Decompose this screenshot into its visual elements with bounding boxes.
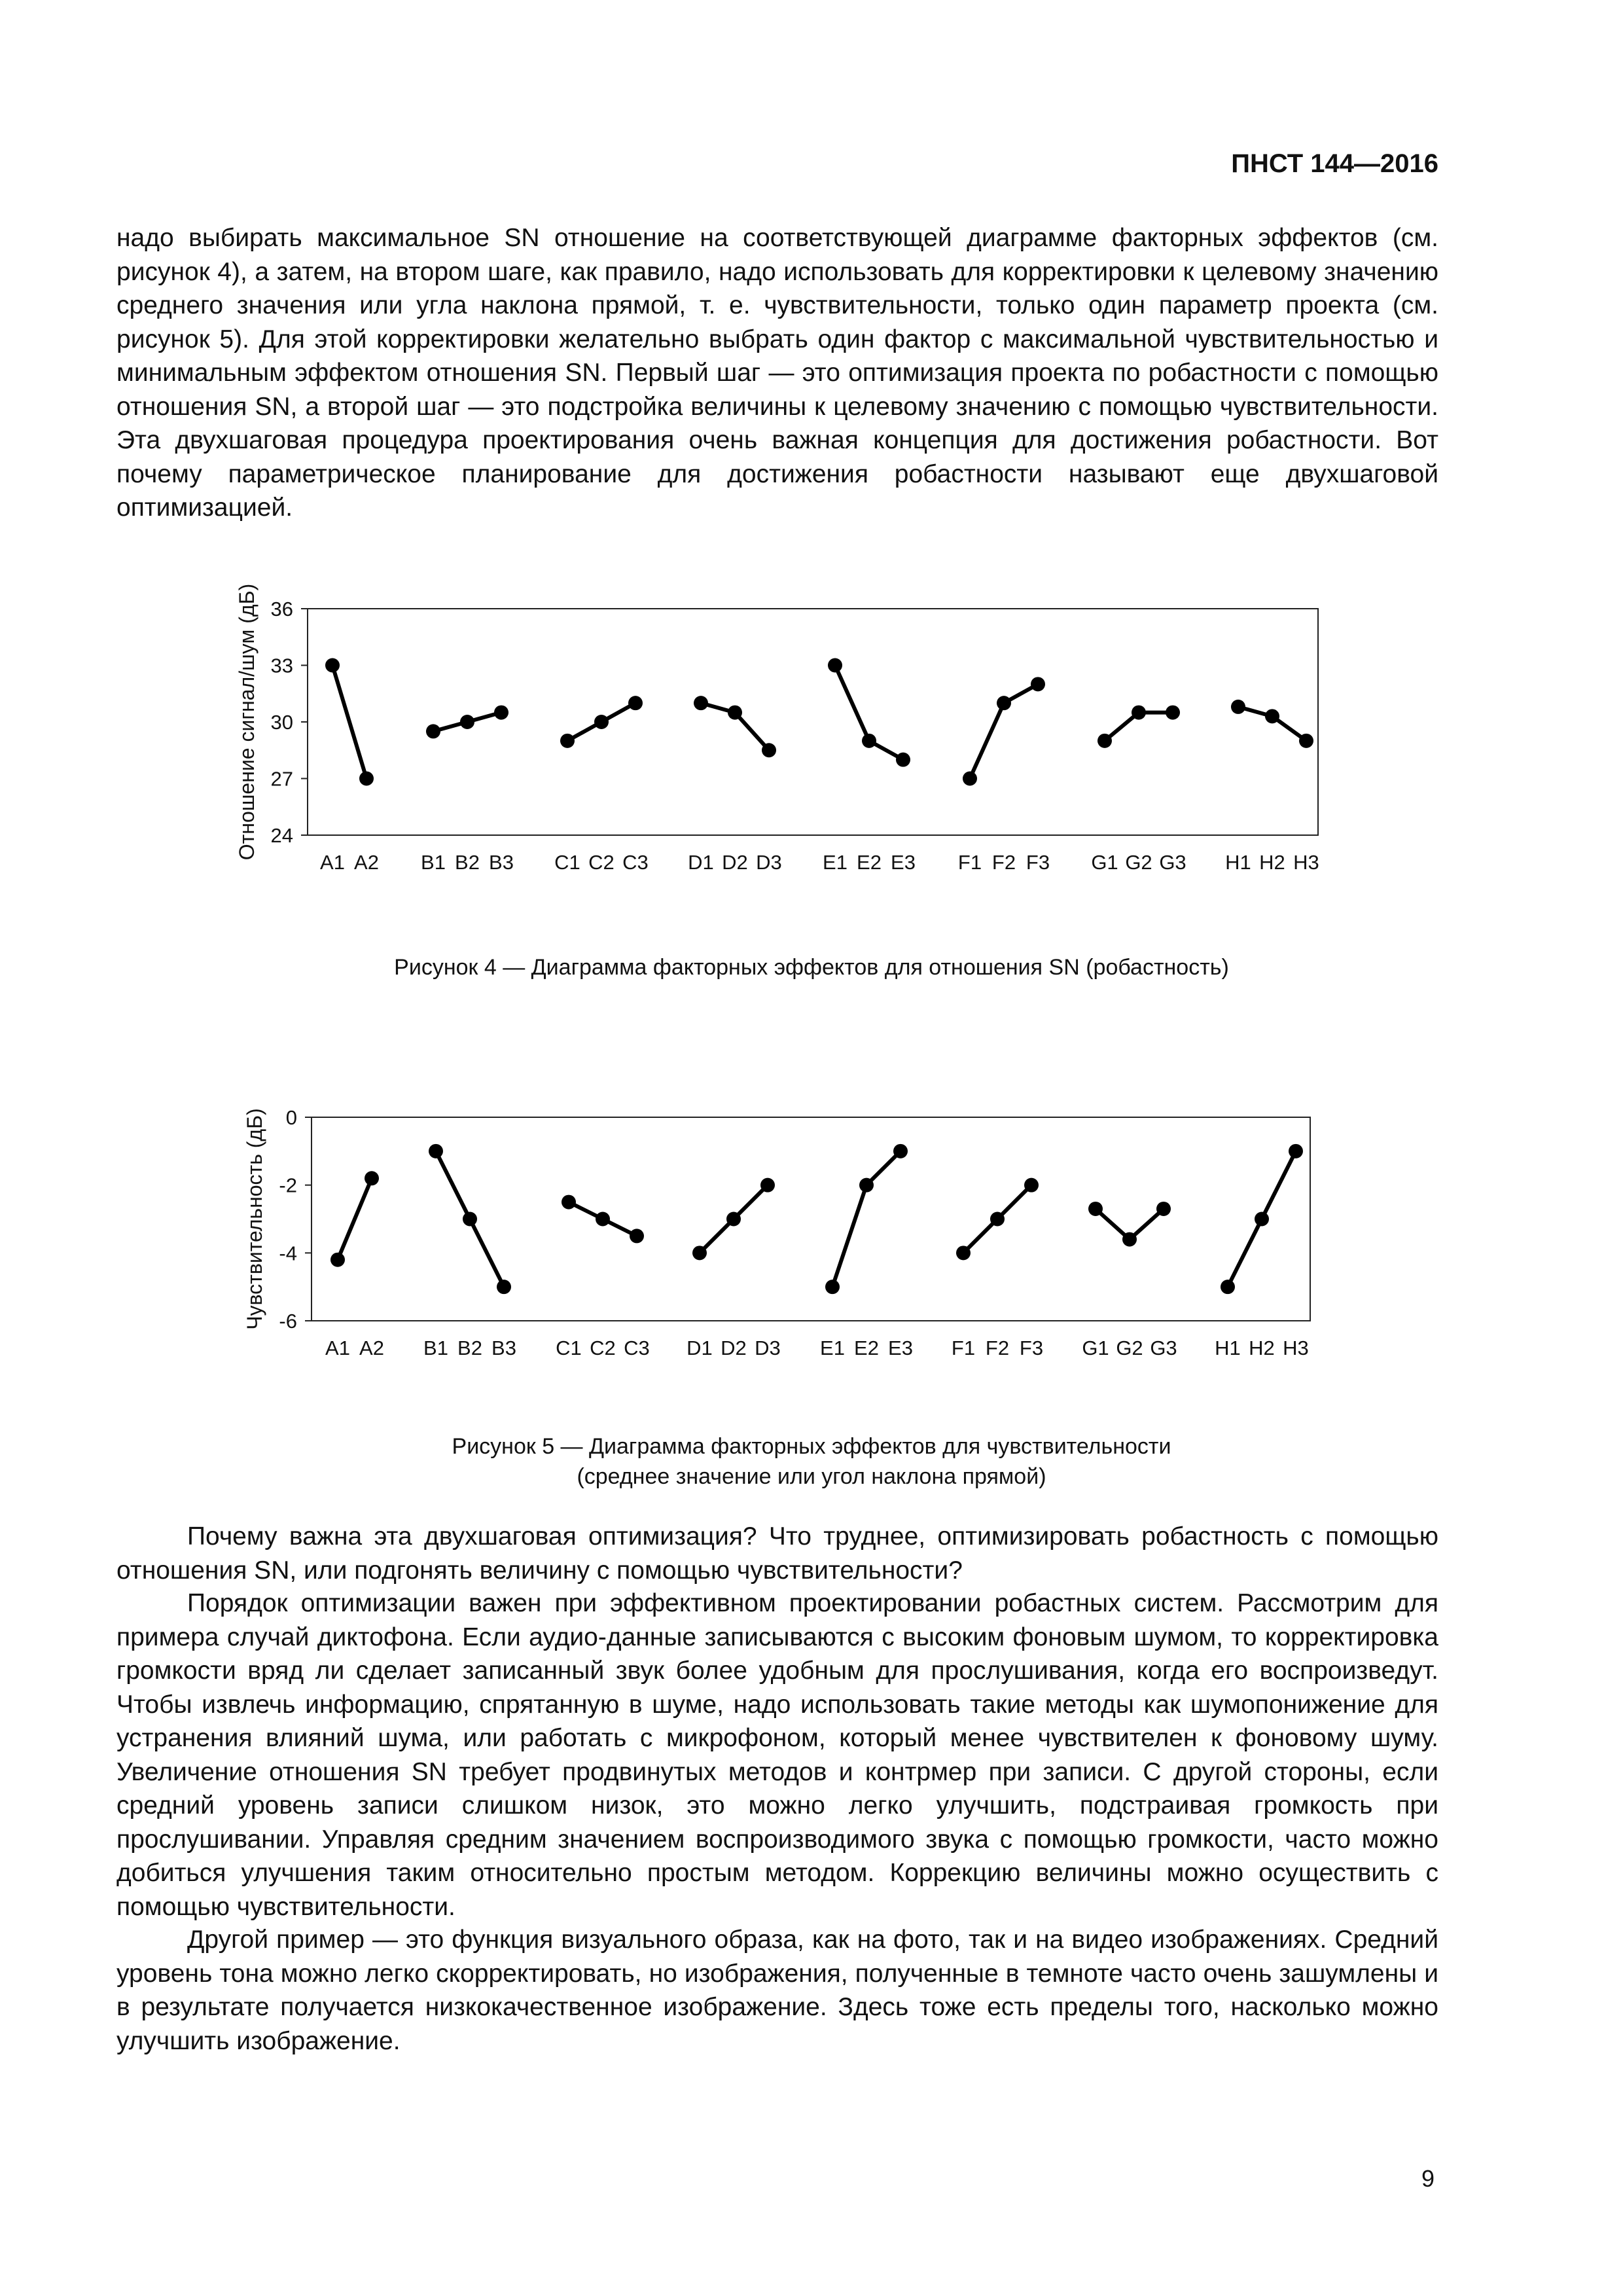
x-tick-label: G3 — [1159, 851, 1186, 874]
x-tick-label: A1 — [325, 1336, 350, 1359]
document-code: ПНСТ 144—2016 — [1231, 149, 1438, 178]
x-tick-label: H2 — [1249, 1336, 1275, 1359]
paragraph-recorder: Порядок оптимизации важен при эффективном проектировании робастных систем. Рассмотрим для примера случай диктофона. Если аудио-данные записываются с высоким фоновым шумом, то корректировка громкости вряд ли сделает записанный звук более удобным для прослушивания, когда его воспроизведут. Чтобы извлечь информацию, спрятанную в шуме, надо использовать такие методы как шумопонижение для устранения влияний шума, или работать с микрофоном, который менее чувствителен к фоновому шуму. Увеличение отношения SN требует продвинутых методов и контрмер при записи. С другой стороны, если средний уровень записи слишком низок, это можно легко улучшить, подстраивая громкость при прослушивании. Управляя средним значением воспроизводимого звука с помощью громкости, часто можно добиться улучшения таким относительно простым методом. Коррекцию величины можно осуществить с помощью чувствительности. — [116, 1589, 1438, 1921]
data-point — [1255, 1212, 1269, 1227]
series-line-A — [338, 1178, 372, 1259]
data-point — [562, 1195, 576, 1210]
x-tick-label: F2 — [985, 1336, 1010, 1359]
data-point — [630, 1229, 644, 1243]
x-tick-label: C2 — [590, 1336, 616, 1359]
x-tick-label: E3 — [891, 851, 916, 874]
data-point — [990, 1212, 1005, 1227]
x-tick-label: B2 — [455, 851, 480, 874]
data-point — [859, 1178, 874, 1193]
x-tick-label: E1 — [820, 1336, 845, 1359]
data-point — [1122, 1232, 1137, 1247]
y-tick-label: 27 — [270, 767, 293, 791]
paragraph-image: Другой пример — это функция визуального образа, как на фото, так и на видео изображениях. Средний уровень тона можно легко скорректировать, но изображения, полученные в темноте часто очень зашумлены и в результате получается низкокачественное изображение. Здесь тоже есть пределы того, насколько можно улучшить изображение. — [116, 1926, 1438, 2055]
x-tick-label: G2 — [1116, 1336, 1143, 1359]
data-point — [1024, 1178, 1039, 1193]
x-tick-label: E3 — [888, 1336, 913, 1359]
x-tick-label: D2 — [721, 1336, 747, 1359]
x-tick-label: F1 — [957, 851, 982, 874]
y-tick-label: 24 — [270, 824, 293, 847]
data-point — [1156, 1202, 1171, 1216]
data-point — [596, 1212, 610, 1227]
y-tick-label: -2 — [279, 1174, 297, 1197]
data-point — [956, 1246, 971, 1260]
x-tick-label: H3 — [1283, 1336, 1309, 1359]
x-tick-label: H2 — [1259, 851, 1285, 874]
data-point — [463, 1212, 477, 1227]
x-tick-label: C3 — [624, 1336, 650, 1359]
data-point — [825, 1280, 840, 1294]
data-point — [760, 1178, 775, 1193]
x-tick-label: D1 — [687, 1336, 713, 1359]
paragraph-question: Почему важна эта двухшаговая оптимизация? Что труднее, оптимизировать робастность с помощью отношения SN, или подгонять величину с помощью чувствительности? — [116, 1522, 1438, 1585]
x-tick-label: F3 — [1019, 1336, 1044, 1359]
x-tick-label: C2 — [588, 851, 615, 874]
x-tick-label: C1 — [554, 851, 580, 874]
x-tick-label: E2 — [857, 851, 882, 874]
x-tick-label: E2 — [854, 1336, 879, 1359]
x-tick-label: D1 — [688, 851, 714, 874]
x-tick-label: B1 — [421, 851, 446, 874]
figure5-caption-line2: (среднее значение или угол наклона прямой) — [577, 1464, 1046, 1489]
x-tick-label: G1 — [1091, 851, 1118, 874]
y-axis-label: Чувствительность (дБ) — [243, 1108, 266, 1330]
x-tick-label: C1 — [556, 1336, 582, 1359]
x-tick-label: B3 — [491, 1336, 516, 1359]
data-point — [497, 1280, 511, 1294]
y-tick-label: 30 — [270, 711, 293, 734]
y-tick-label: -4 — [279, 1242, 297, 1265]
x-tick-label: H1 — [1225, 851, 1251, 874]
x-tick-label: F2 — [991, 851, 1016, 874]
x-tick-label: D2 — [722, 851, 748, 874]
plot-frame — [312, 1117, 1310, 1321]
data-point — [1289, 1144, 1303, 1158]
series-line-E — [832, 1151, 901, 1287]
x-tick-label: A2 — [354, 851, 379, 874]
y-tick-label: 36 — [270, 598, 293, 620]
data-point — [330, 1253, 345, 1267]
data-point — [1221, 1280, 1235, 1294]
x-tick-label: H1 — [1215, 1336, 1241, 1359]
data-point — [726, 1212, 741, 1227]
x-tick-label: B1 — [423, 1336, 448, 1359]
x-tick-label: G1 — [1082, 1336, 1109, 1359]
y-tick-label: 33 — [270, 654, 293, 677]
x-tick-label: G2 — [1125, 851, 1152, 874]
paragraph-intro: надо выбирать максимальное SN отношение на соответствующей диаграмме факторных эффектов (см. рисунок 4), а затем, на втором шаге, как правило, надо использовать для корректировки к целевому значению среднего значения или угла наклона прямой, т. е. чувствительности, только один параметр проекта (см. рисунок 5). Для этой корректировки желательно выбрать один фактор с максимальной чувствительностью и минимальным эффектом отношения SN. Первый шаг — это оптимизация проекта по робастности с помощью отношения SN, а второй шаг — это подстройка величины к целевому значению с помощью чувствительности. Эта двухшаговая процедура проектирования очень важная концепция для достижения робастности. Вот почему параметрическое планирование для достижения робастности называют еще двухшаговой оптимизацией. — [116, 224, 1438, 522]
x-tick-label: D3 — [755, 1336, 781, 1359]
x-tick-label: A1 — [320, 851, 345, 874]
x-tick-label: B2 — [457, 1336, 482, 1359]
x-tick-label: D3 — [756, 851, 782, 874]
data-point — [429, 1144, 443, 1158]
data-point — [692, 1246, 707, 1260]
data-point — [1088, 1202, 1103, 1216]
x-tick-label: F1 — [951, 1336, 976, 1359]
data-point — [893, 1144, 908, 1158]
x-tick-label: A2 — [359, 1336, 384, 1359]
y-axis-label: Отношение сигнал/шум (дБ) — [235, 583, 259, 861]
x-tick-label: E1 — [823, 851, 847, 874]
x-tick-label: C3 — [622, 851, 649, 874]
x-tick-label: B3 — [489, 851, 514, 874]
figure4-caption: Рисунок 4 — Диаграмма факторных эффектов для отношения SN (робастность) — [394, 955, 1229, 980]
y-tick-label: -6 — [279, 1310, 297, 1333]
x-tick-label: H3 — [1293, 851, 1319, 874]
page-number: 9 — [1421, 2165, 1435, 2192]
x-tick-label: F3 — [1026, 851, 1050, 874]
data-point — [365, 1171, 379, 1185]
y-tick-label: 0 — [285, 1106, 297, 1129]
x-tick-label: G3 — [1150, 1336, 1177, 1359]
figure5-caption-line1: Рисунок 5 — Диаграмма факторных эффектов для чувствительности — [452, 1434, 1171, 1459]
